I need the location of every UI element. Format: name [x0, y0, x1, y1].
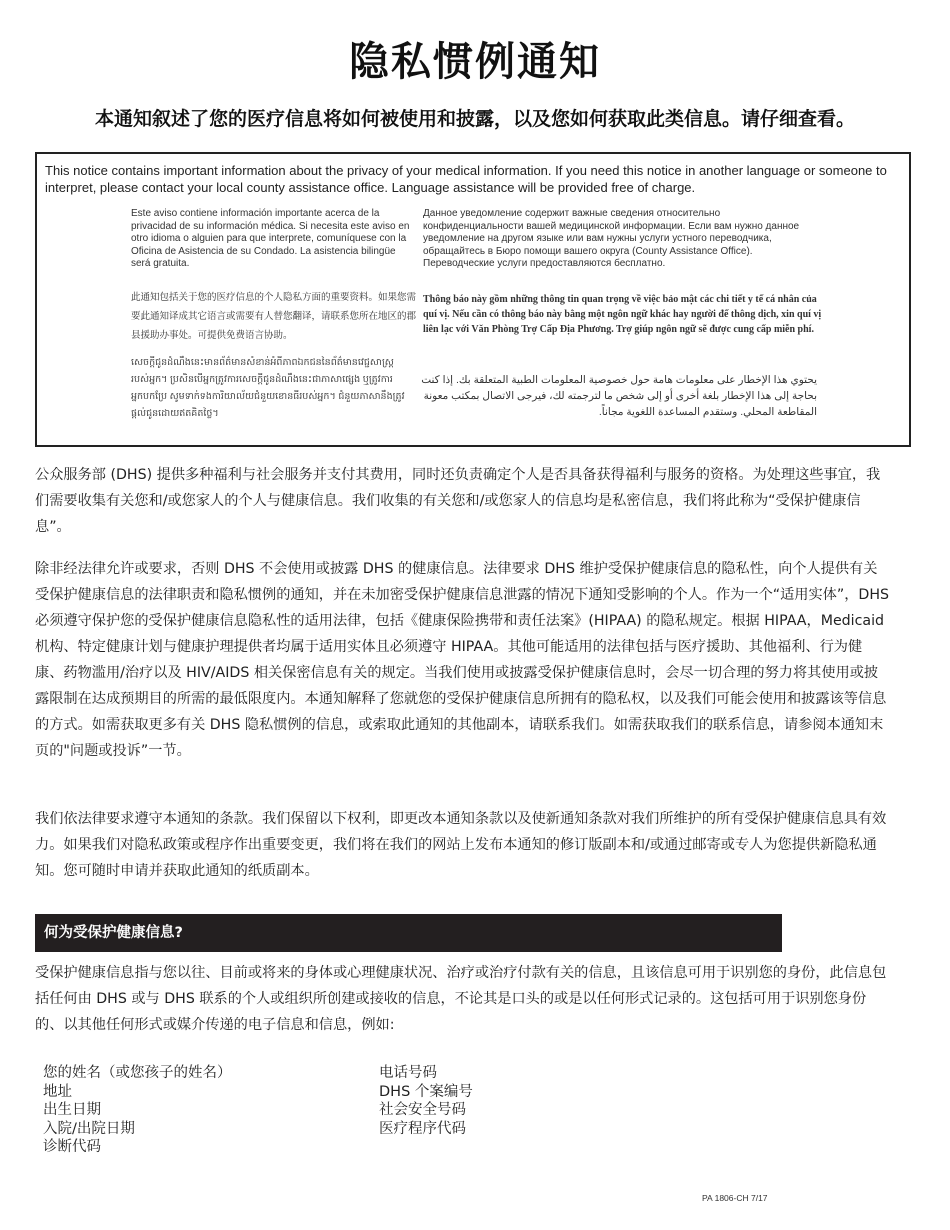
language-notice-english: This notice contains important information about the privacy of your medical information. If you need this notice in another language or someone to interpret, please contact your local county assistance office. Language assistance will be provided free of charge. — [45, 163, 887, 195]
list-item: 您的姓名（或您孩子的姓名） — [43, 1065, 232, 1081]
language-notice-spanish: Este aviso contiene información importante acerca de la privacidad de su información médica. Si necesita este aviso en otro idioma o alguien para que interprete, comuníquese con la Oficina de Asistencia de su Condado. La asistencia bilingüe será gratuita. — [131, 208, 410, 269]
language-notice-arabic: يحتوي هذا الإخطار على معلومات هامة حول خصوصية المعلومات الطبية المتعلقة بك. إذا كنت بحاجة إلى هذا الإخطار بلغة أخرى أو إلى شخص ما لترجمته لك، فيرجى الاتصال بمكتب معونة المقاطعة المحلي. وستقدم المساعدة اللغوية مجاناً. — [421, 374, 817, 418]
language-notice-vietnamese: Thông báo này gồm những thông tin quan trọng về việc bảo mật các chi tiết y tế cá nhân của quí vị. Nếu cần có thông báo này bằng một ngôn ngữ khác hay người để thông dịch, xin quí vị liên lạc với Văn Phòng Trợ Cấp Địa Phương. Trợ giúp ngôn ngữ sẽ được cung cấp miễn phí. — [423, 294, 822, 335]
list-item: 医疗程序代码 — [379, 1120, 466, 1137]
list-item: 社会安全号码 — [379, 1102, 466, 1118]
legal-duties-paragraph: 除非经法律允许或要求，否则 DHS 不会使用或披露 DHS 的健康信息。法律要求 DHS 维护受保护健康信息的隐私性，向个人提供有关受保护健康信息的法律职责和隐私惯例的通知，并在未加密受保护健康信息泄露的情况下通知受影响的个人。作为一个“适用实体”，DHS 必须遵守保护您的受保护健康信息隐私性的适用法律，包括《健康保险携带和责任法案》(HIPAA) 的隐私规定。根据 HIPAA，Medicaid 机构、特定健康计划与健康护理提供者均属于适用实体且必须遵守 HIPAA。其他可能适用的法律包括与医疗援助、其他福利、行为健康、药物滥用/治疗以及 HIV/AIDS 相关保密信息有关的规定。当我们使用或披露受保护健康信息时，会尽一切合理的努力将其使用或披露限制在达成预期目的所需的最低限度内。本通知解释了您就您的受保护健康信息所拥有的隐私权，以及我们可能会使用和披露该等信息的方式。如需获取更多有关 DHS 隐私惯例的信息，或索取此通知的其他副本，请联系我们。如需获取我们的联系信息，请参阅本通知末页的"问题或投诉”一节。 — [35, 561, 889, 759]
intro-paragraph: 公众服务部 (DHS) 提供多种福利与社会服务并支付其费用，同时还负责确定个人是否具备获得福利与服务的资格。为处理这些事宜，我们需要收集有关您和/或您家人的个人与健康信息。我们收集的有关您和/或您家人的信息均是私密信息，我们将此称为“受保护健康信息”。 — [35, 467, 881, 535]
language-notice-khmer: សេចក្តីជូនដំណឹងនេះមានព័ត៌មានសំខាន់អំពីភាពឯកជននៃព័ត៌មានវេជ្ជសាស្ត្ររបស់អ្នក។ ប្រសិនបើអ្នកត្រូវការសេចក្តីជូនដំណឹងនេះជាភាសាផ្សេង ឬត្រូវការអ្នកបកប្រែ សូមទាក់ទងការិយាល័យជំនួយខោនធីរបស់អ្នក។ ជំនួយភាសានឹងត្រូវផ្តល់ជូនដោយឥតគិតថ្លៃ។ — [131, 357, 405, 419]
language-assistance-box — [35, 152, 911, 447]
language-notice-russian: Данное уведомление содержит важные сведения относительно конфиденциальности вашей медицинской информации. Если вам нужно данное уведомление на другом языке или вам нужны услуги устного переводчика, обращайтесь в Бюро помощи вашего округа (County Assistance Office). Переводческие услуги предоставляются бесплатно. — [423, 208, 800, 269]
list-item: 地址 — [43, 1083, 72, 1100]
notice-terms-paragraph: 我们依法律要求遵守本通知的条款。我们保留以下权利，即更改本通知条款以及使新通知条款对我们所维护的所有受保护健康信息具有效力。如果我们对隐私政策或程序作出重要变更，我们将在我们的网站上发布本通知的修订版副本和/或通过邮寄或专人为您提供新隐私通知。您可随时申请并获取此通知的纸质副本。 — [35, 811, 887, 879]
page-title: 隐私惯例通知 — [349, 39, 601, 85]
form-code: PA 1806-CH 7/17 — [702, 1193, 768, 1203]
list-item: 入院/出院日期 — [43, 1120, 135, 1137]
section-heading-phi: 何为受保护健康信息? — [35, 914, 782, 952]
phi-examples-list-left — [43, 1064, 343, 1157]
list-item: 出生日期 — [43, 1102, 101, 1118]
phi-examples-list-right — [379, 1064, 679, 1138]
language-notice-chinese: 此通知包括关于您的医疗信息的个人隐私方面的重要资料。如果您需要此通知译成其它语言或需要有人替您翻译，请联系您所在地区的郡县援助办事处。可提供免费语言协助。 — [131, 292, 417, 341]
list-item: 诊断代码 — [43, 1139, 101, 1155]
page-subtitle: 本通知叙述了您的医疗信息将如何被使用和披露，以及您如何获取此类信息。请仔细查看。 — [94, 108, 855, 130]
phi-definition-paragraph: 受保护健康信息指与您以往、目前或将来的身体或心理健康状况、治疗或治疗付款有关的信息，且该信息可用于识别您的身份，此信息包括任何由 DHS 或与 DHS 联系的个人或组织所创建或接收的信息，不论其是口头的或是以任何形式记录的。这包括可用于识别您身份的、以其他任何形式或媒介传递的电子信息和信息，例如: — [35, 965, 887, 1033]
list-item: 电话号码 — [379, 1065, 437, 1081]
list-item: DHS 个案编号 — [379, 1083, 473, 1100]
